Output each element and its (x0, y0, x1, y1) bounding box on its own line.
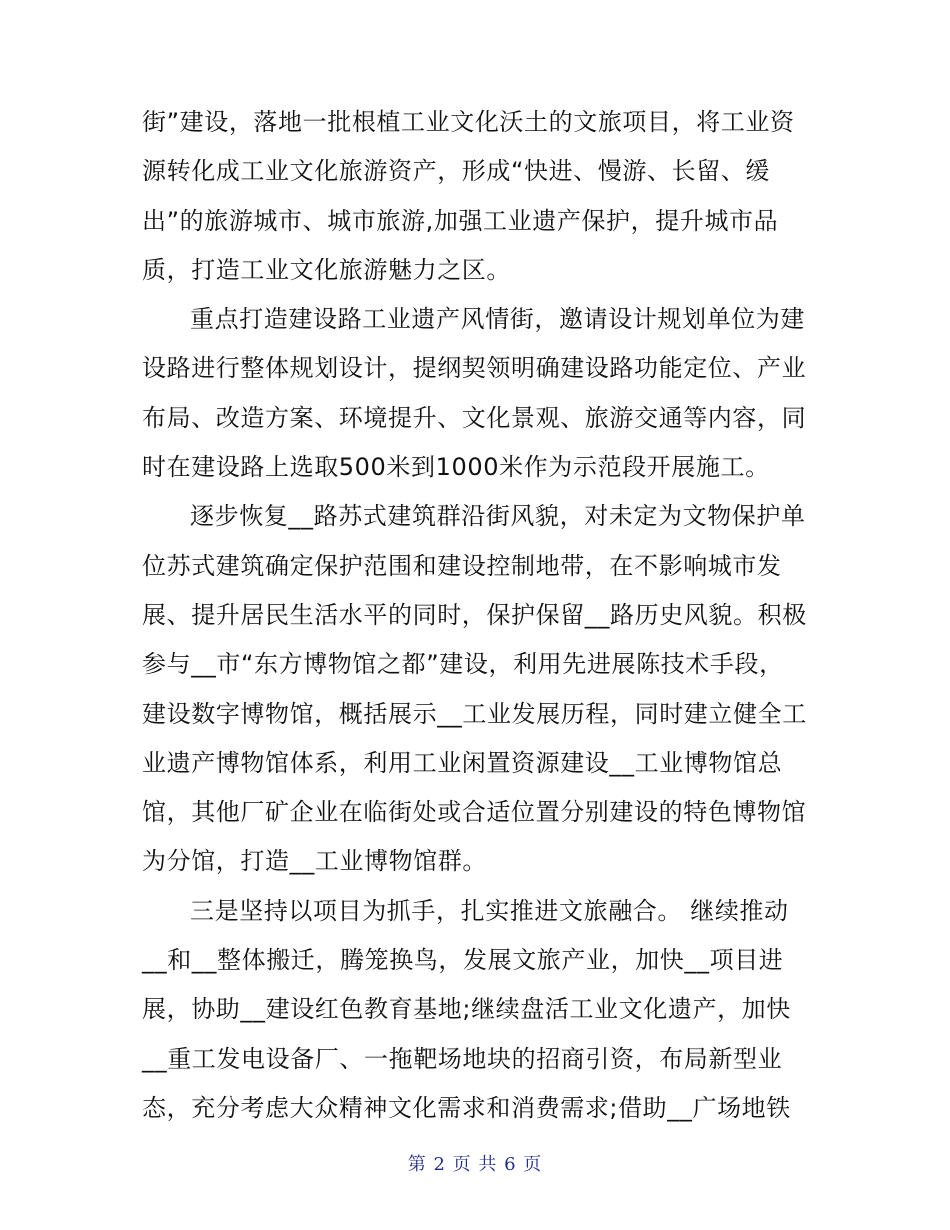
text-line: 布局、改造方案、环境提升、文化景观、旅游交通等内容，同 (142, 403, 807, 432)
text-line: 出”的旅游城市、城市旅游,加强工业遗产保护，提升城市品 (142, 206, 779, 235)
text-line: __和__整体搬迁，腾笼换鸟，发展文旅产业，加快__项目进 (142, 946, 784, 975)
text-line: 展、提升居民生活水平的同时，保护保留__路历史风貌。积极 (142, 600, 807, 629)
text-line: 重点打造建设路工业遗产风情街，邀请设计规划单位为建 (190, 305, 805, 334)
text-line: 业遗产博物馆体系，利用工业闲置资源建设__工业博物馆总 (142, 748, 783, 777)
document-body (142, 98, 814, 1133)
text-line: 建设数字博物馆，概括展示__工业发展历程，同时建立健全工 (142, 699, 807, 728)
text-line: 逐步恢复__路苏式建筑群沿街风貌，对未定为文物保护单 (190, 502, 806, 531)
text-line: 参与__市“东方博物馆之都”建设，利用先进展陈技术手段， (142, 650, 784, 679)
text-line: 馆，其他厂矿企业在临街处或合适位置分别建设的特色博物馆 (142, 798, 807, 827)
text-line: 街”建设，落地一批根植工业文化沃土的文旅项目，将工业资 (142, 108, 795, 136)
page-number-footer: 第 2 页 共 6 页 (407, 1154, 543, 1175)
text-line: 源转化成工业文化旅游资产，形成“快进、慢游、长留、缓 (142, 157, 771, 186)
text-line: 时在建设路上选取500米到1000米作为示范段开展施工。 (142, 453, 770, 482)
text-line: __重工发电设备厂、一拖靶场地块的招商引资，布局新型业 (142, 1044, 783, 1073)
text-line: 为分馆，打造__工业博物馆群。 (142, 847, 487, 876)
text-line: 展，协助__建设红色教育基地;继续盘活工业文化遗产，加快 (142, 995, 791, 1024)
text-line: 三是坚持以项目为抓手，扎实推进文旅融合。 继续推动 (190, 896, 789, 925)
text-line: 设路进行整体规划设计，提纲契领明确建设路功能定位、产业 (142, 354, 807, 383)
text-line: 质，打造工业文化旅游魅力之区。 (142, 255, 511, 284)
text-line: 位苏式建筑确定保护范围和建设控制地带，在不影响城市发 (142, 551, 782, 580)
text-line: 态，充分考虑大众精神文化需求和消费需求;借助__广场地铁 (142, 1093, 791, 1122)
